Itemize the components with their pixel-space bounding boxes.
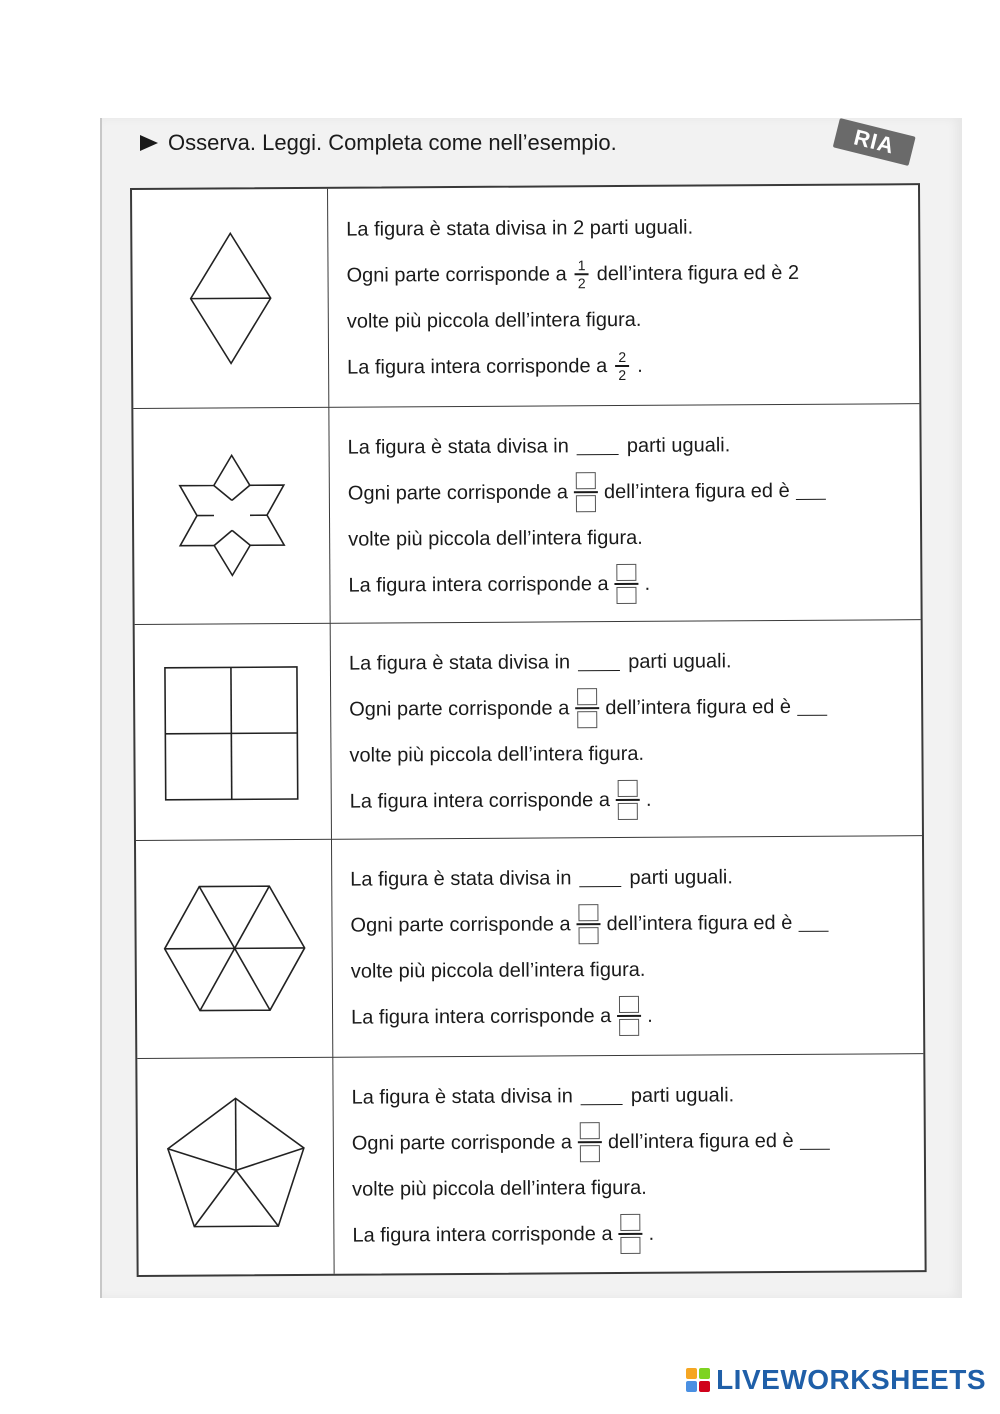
fraction-input[interactable] xyxy=(578,1122,602,1162)
row-line-4-start: La figura intera corrisponde a xyxy=(348,573,609,597)
star-figure xyxy=(151,435,312,596)
rhombus-figure xyxy=(150,218,311,379)
instruction xyxy=(140,130,617,156)
corner-tag: RIA xyxy=(833,118,916,166)
instruction-text: Osserva. Leggi. Completa come nell’esempio. xyxy=(168,130,617,155)
row-line-1-end: parti uguali. xyxy=(628,650,732,673)
table-row xyxy=(137,1053,924,1275)
row-line-3: volte più piccola dell’intera figura. xyxy=(350,958,646,983)
row-line-3: volte più piccola dell’intera figura. xyxy=(348,526,643,551)
fraction-input[interactable] xyxy=(577,904,601,944)
table-row xyxy=(133,403,920,625)
times-blank[interactable] xyxy=(796,482,826,499)
parts-blank[interactable] xyxy=(579,870,621,887)
row-line-3: volte più piccola dell’intera figura. xyxy=(349,742,645,767)
logo-square xyxy=(699,1368,710,1379)
row-line-2-end: dell’intera figura ed è xyxy=(605,695,792,720)
row-line-4-end: . xyxy=(648,1222,655,1245)
row-line-2-end: dell’intera figura ed è xyxy=(603,479,790,504)
logo-square xyxy=(699,1381,710,1392)
text-cell xyxy=(329,403,920,623)
row-line-4-end: . xyxy=(645,788,652,811)
logo-mark-icon xyxy=(686,1368,710,1392)
row-line-4-start: La figura intera corrisponde a xyxy=(347,355,608,379)
exercise-table xyxy=(130,183,927,1277)
text-cell xyxy=(333,1053,924,1274)
row-line-1-start: La figura è stata divisa in xyxy=(350,867,572,891)
row-line-4-start: La figura intera corrisponde a xyxy=(351,1005,612,1029)
figure-cell xyxy=(133,407,330,624)
row-line-3: volte più piccola dell’intera figura. xyxy=(352,1176,647,1201)
fraction-denominator: 2 xyxy=(618,366,627,383)
row-line-2-start: Ogni parte corrisponde a xyxy=(350,913,571,937)
fraction xyxy=(615,349,629,383)
logo-text: LIVEWORKSHEETS xyxy=(716,1364,986,1395)
figure-cell xyxy=(136,839,333,1058)
text-cell xyxy=(332,835,923,1057)
figure-cell xyxy=(137,1057,334,1275)
logo-square xyxy=(686,1381,697,1392)
row-line-2-start: Ogni parte corrisponde a xyxy=(347,481,569,505)
row-line-2-start: Ogni parte corrisponde a xyxy=(351,1131,573,1155)
times-blank[interactable] xyxy=(800,1132,830,1149)
row-line-4-start: La figura intera corrisponde a xyxy=(352,1223,613,1247)
row-line-1-end: parti uguali. xyxy=(630,1084,735,1107)
logo-square xyxy=(686,1368,697,1379)
fraction-denominator: 2 xyxy=(577,274,586,292)
figure-cell xyxy=(132,189,329,408)
times-blank[interactable] xyxy=(797,698,827,715)
row-line-2-start: Ogni parte corrisponde a xyxy=(346,263,567,287)
fraction-input[interactable] xyxy=(618,1214,642,1254)
fraction-input[interactable] xyxy=(614,564,638,604)
row-line-2-end: dell’intera figura ed è 2 xyxy=(596,261,800,286)
row-line-1: La figura è stata divisa in 2 parti uguali. xyxy=(346,216,694,241)
table-row xyxy=(136,835,923,1059)
fraction xyxy=(575,257,589,291)
hexagon-figure xyxy=(154,868,315,1029)
fraction-input[interactable] xyxy=(617,996,641,1036)
row-line-1-start: La figura è stata divisa in xyxy=(351,1085,573,1109)
row-line-2-start: Ogni parte corrisponde a xyxy=(349,697,570,721)
row-line-4-end: . xyxy=(644,572,651,595)
row-line-1-end: parti uguali. xyxy=(629,866,733,889)
table-row xyxy=(132,185,919,409)
parts-blank[interactable] xyxy=(577,438,619,455)
liveworksheets-logo xyxy=(686,1364,986,1396)
row-line-1-start: La figura è stata divisa in xyxy=(347,435,569,459)
fraction-numerator: 2 xyxy=(618,349,627,366)
pentagon-figure xyxy=(155,1085,316,1246)
row-line-4-end: . xyxy=(647,1004,653,1027)
table-row xyxy=(135,619,922,841)
row-line-3: volte più piccola dell’intera figura. xyxy=(346,308,642,333)
figure-cell xyxy=(135,623,332,840)
row-line-1-start: La figura è stata divisa in xyxy=(348,651,571,675)
row-line-4-end: . xyxy=(637,354,643,377)
fraction-input[interactable] xyxy=(616,780,640,820)
row-line-2-end: dell’intera figura ed è xyxy=(606,911,793,936)
times-blank[interactable] xyxy=(798,914,828,931)
square-figure xyxy=(152,651,313,812)
row-line-1-end: parti uguali. xyxy=(626,434,731,457)
parts-blank[interactable] xyxy=(581,1088,623,1105)
fraction-numerator: 1 xyxy=(577,257,586,274)
parts-blank[interactable] xyxy=(578,654,620,671)
fraction-input[interactable] xyxy=(574,472,598,512)
text-cell xyxy=(331,619,922,839)
row-line-4-start: La figura intera corrisponde a xyxy=(349,789,610,813)
text-cell xyxy=(328,185,919,407)
arrow-icon xyxy=(140,135,158,151)
fraction-input[interactable] xyxy=(575,688,599,728)
row-line-2-end: dell’intera figura ed è xyxy=(607,1129,794,1154)
